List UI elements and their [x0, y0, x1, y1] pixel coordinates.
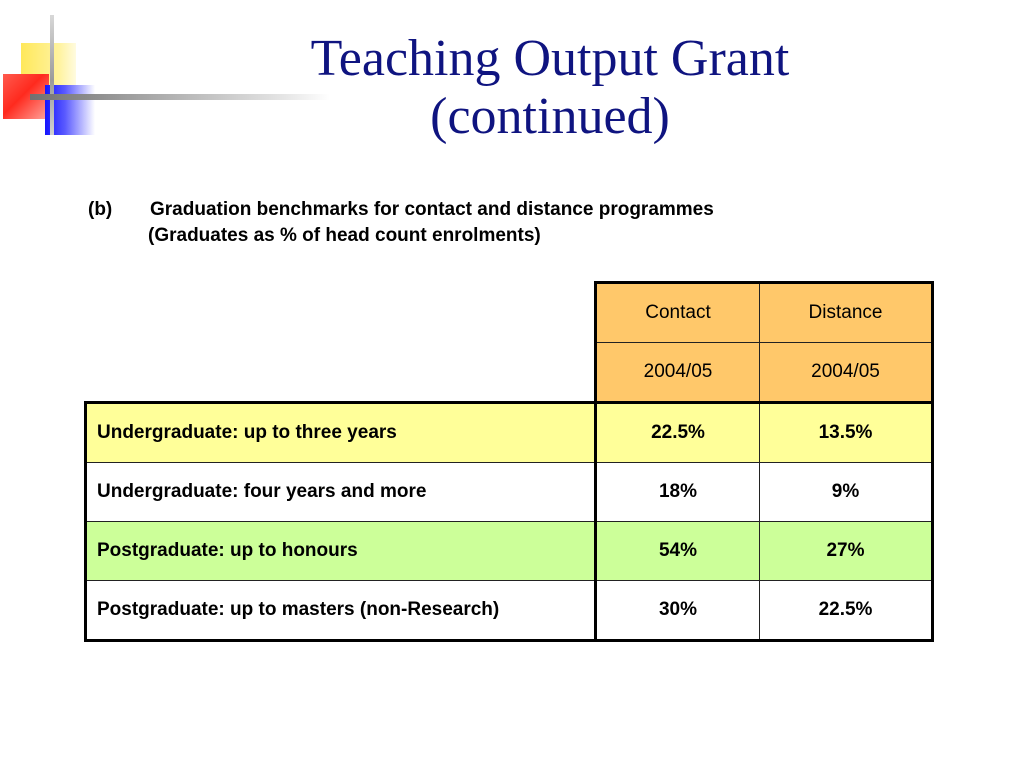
table-row: [86, 581, 933, 641]
year-empty-cell: [86, 343, 596, 403]
subtitle-line2: (Graduates as % of head count enrolments): [148, 225, 541, 246]
table-header-row: [86, 283, 933, 343]
year-distance: 2004/05: [760, 343, 933, 403]
row-distance-value: 9%: [760, 463, 933, 522]
row-label: Undergraduate: four years and more: [86, 463, 596, 522]
row-label: Undergraduate: up to three years: [86, 403, 596, 463]
row-contact-value: 22.5%: [596, 403, 760, 463]
subtitle-line1: Graduation benchmarks for contact and distance programmes: [150, 199, 714, 220]
slide-title: [250, 30, 850, 146]
table-year-row: [86, 343, 933, 403]
row-distance-value: 22.5%: [760, 581, 933, 641]
year-contact: 2004/05: [596, 343, 760, 403]
row-contact-value: 54%: [596, 522, 760, 581]
row-label: Postgraduate: up to masters (non-Research): [86, 581, 596, 641]
header-empty-cell: [86, 283, 596, 343]
row-label: Postgraduate: up to honours: [86, 522, 596, 581]
header-distance: Distance: [760, 283, 933, 343]
header-contact: Contact: [596, 283, 760, 343]
subtitle-marker: (b): [88, 199, 113, 220]
row-distance-value: 13.5%: [760, 403, 933, 463]
slide-title-line1: Teaching Output Grant: [310, 30, 790, 87]
table-row: [86, 403, 933, 463]
row-contact-value: 18%: [596, 463, 760, 522]
row-contact-value: 30%: [596, 581, 760, 641]
slide-title-line2: (continued): [430, 88, 670, 145]
slide-subtitle: [88, 197, 714, 249]
benchmarks-table: [84, 281, 934, 642]
decor-vertical-line: [50, 15, 54, 135]
row-distance-value: 27%: [760, 522, 933, 581]
table-row: [86, 463, 933, 522]
table-row: [86, 522, 933, 581]
